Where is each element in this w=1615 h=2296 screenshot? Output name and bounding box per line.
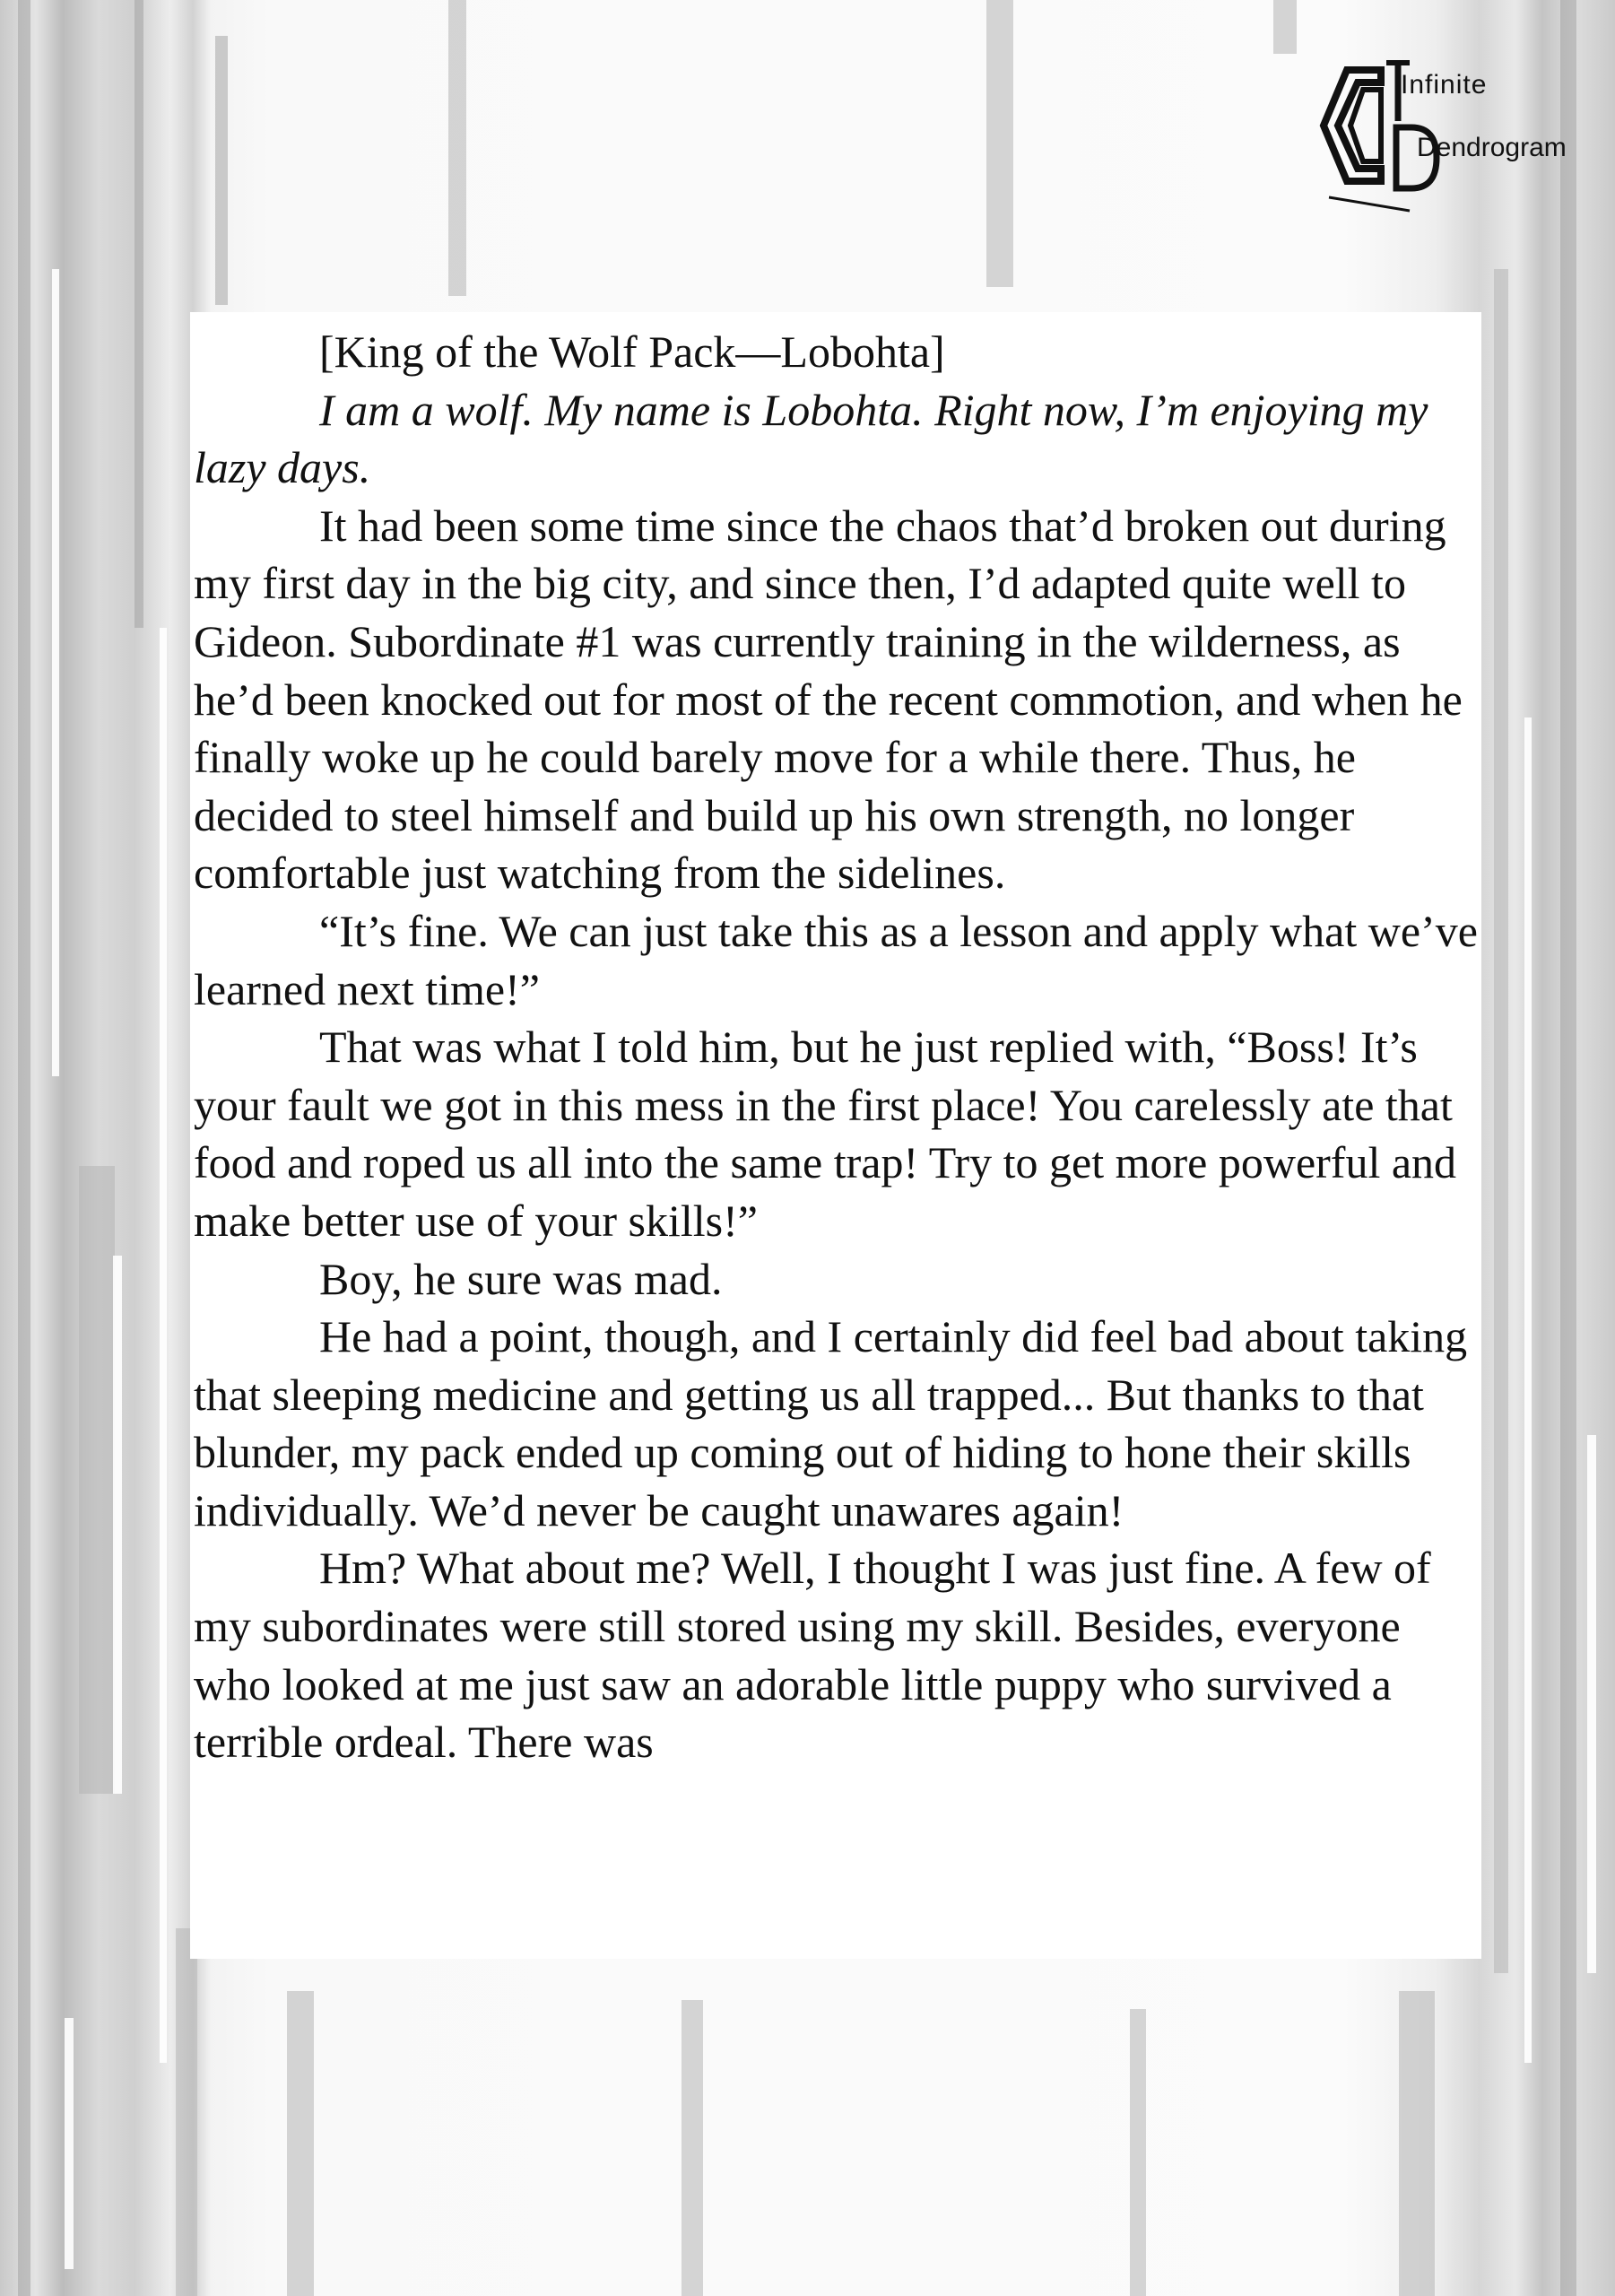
background-streak	[1130, 2009, 1146, 2296]
background-streak	[135, 0, 143, 628]
paragraph: I am a wolf. My name is Lobohta. Right now, I’m enjoying my lazy days.	[194, 384, 1428, 493]
background-streak	[1399, 1991, 1435, 2296]
background-streak	[160, 628, 167, 2063]
background-streak	[113, 1256, 122, 1794]
paragraph: Hm? What about me? Well, I thought I was just fine. A few of my subordinates were still stored using my skill. Besides, everyone who looked at me just saw an adorable little puppy who survived a terrible ordeal. There was	[194, 1543, 1431, 1768]
background-streak	[1273, 0, 1297, 54]
background-streak	[52, 269, 59, 1076]
background-streak	[1560, 0, 1576, 2296]
chapter-body	[194, 323, 1485, 1771]
paragraph: That was what I told him, but he just replied with, “Boss! It’s your fault we got in this mess in the first place! You carelessly ate that food and roped us all into the same trap! Try to get more powerful and make better use of your skills!”	[194, 1022, 1457, 1246]
paragraph: It had been some time since the chaos that’d broken out during my first day in the big city, and since then, I’d adapted quite well to Gideon. Subordinate #1 was currently training in the wilderness, as he’d been knocked out for most of the recent commotion, and when he finally woke up he could barely move for a while there. Thus, he decided to steel himself and build up his own strength, no longer comfortable just watching from the sidelines.	[194, 500, 1463, 899]
background-streak	[79, 1166, 115, 1794]
background-streak	[215, 36, 228, 305]
background-streak	[65, 2018, 74, 2269]
logo-title-line2: Dendrogram	[1417, 133, 1567, 162]
background-streak	[448, 0, 466, 296]
background-streak	[682, 2000, 703, 2296]
background-streak	[1524, 718, 1532, 2063]
paragraph: “It’s fine. We can just take this as a lesson and apply what we’ve learned next time!”	[194, 905, 1478, 1014]
background-streak	[176, 1928, 197, 2296]
chapter-heading: [King of the Wolf Pack—Lobohta]	[319, 326, 945, 377]
background-streak	[1587, 1435, 1596, 1973]
logo-title-line1: Infinite	[1401, 70, 1488, 100]
background-streak	[18, 0, 30, 2296]
background-streak	[986, 0, 1013, 287]
logo	[1311, 54, 1567, 215]
paragraph: He had a point, though, and I certainly did feel bad about taking that sleeping medicine and getting us all trapped... But thanks to that blunder, my pack ended up coming out of hiding to hone their skills individually. We’d never be caught unawares again!	[194, 1311, 1468, 1535]
paragraph: Boy, he sure was mad.	[319, 1253, 723, 1304]
background-streak	[287, 1991, 314, 2296]
background-streak	[1494, 269, 1508, 1973]
